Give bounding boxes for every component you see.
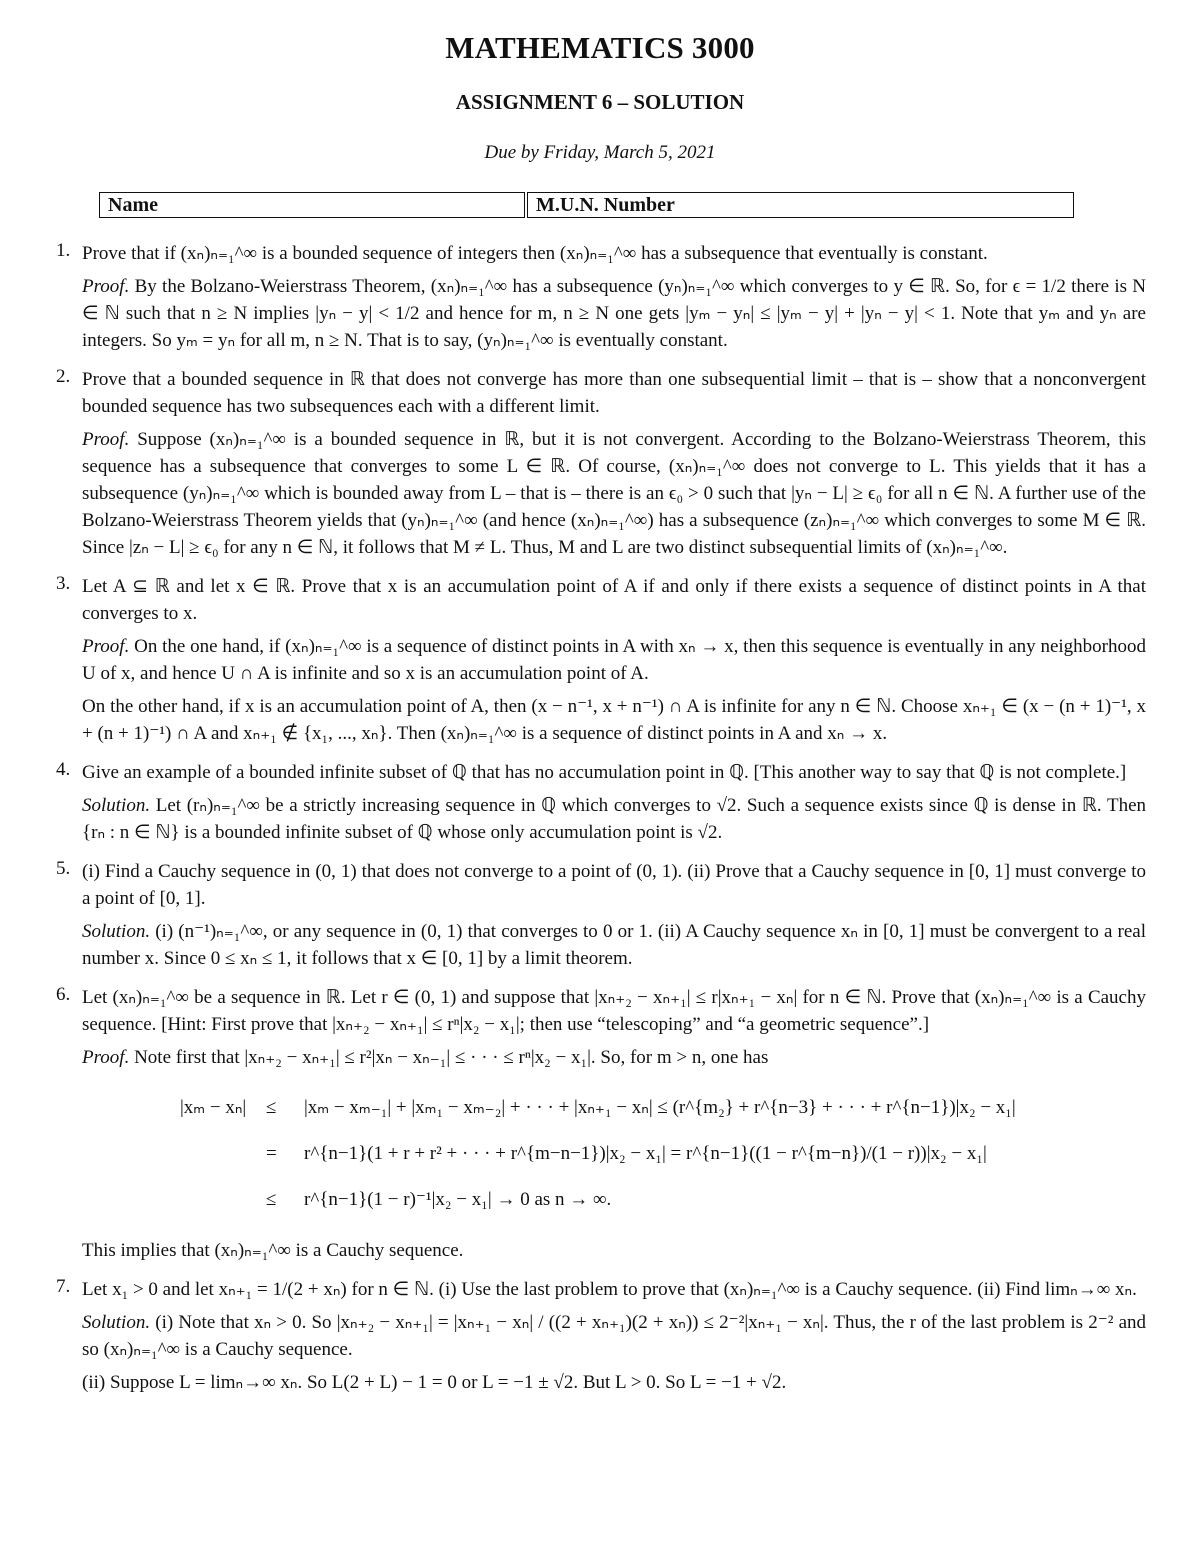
answer-text: By the Bolzano-Weierstrass Theorem, (xₙ)ₙ₌₁^∞ has a subsequence (yₙ)ₙ₌₁^∞ which converges to y ∈ ℝ. So, for ϵ = 1/2 there is N ∈ ℕ such that n ≥ N implies |yₙ − y| < 1/2 and hence for m, n ≥ N one gets |yₘ − yₙ| ≤ |yₘ − y| + |yₙ − y| < 1. Note that yₘ and yₙ are integers. So yₘ = yₙ for all m, n ≥ N. That is to say, (yₙ)ₙ₌₁^∞ is eventually constant. — [82, 276, 1147, 351]
problem-question: Give an example of a bounded infinite subset of ℚ that has no accumulation point in ℚ. [This another way to say that ℚ is not complete.] — [82, 762, 1127, 783]
problem-answer — [82, 273, 1146, 354]
mun-number-label: M.U.N. Number — [536, 194, 675, 216]
problem-question: Let x₁ > 0 and let xₙ₊₁ = 1/(2 + xₙ) for n ∈ ℕ. (i) Use the last problem to prove that (xₙ)ₙ₌₁^∞ is a Cauchy sequence. (ii) Find limₙ→∞ xₙ. — [82, 1279, 1137, 1300]
problem-answer-continued: On the other hand, if x is an accumulation point of A, then (x − n⁻¹, x + n⁻¹) ∩ A is infinite for any n ∈ ℕ. Choose xₙ₊₁ ∈ (x − (n + 1)⁻¹, x + (n + 1)⁻¹) ∩ A and xₙ₊₁ ∉ {x₁, ..., xₙ}. Then (xₙ)ₙ₌₁^∞ is a sequence of distinct points in A and xₙ → x. — [82, 696, 1146, 744]
name-label: Name — [108, 194, 158, 216]
equation-row — [180, 1131, 1146, 1177]
answer-label: Solution. — [82, 921, 151, 942]
answer-label: Proof. — [82, 1047, 130, 1068]
problem-conclusion: This implies that (xₙ)ₙ₌₁^∞ is a Cauchy sequence. — [82, 1240, 464, 1261]
problem-number: 3. — [56, 573, 71, 594]
problem-answer — [82, 792, 1146, 846]
problem-number: 1. — [56, 240, 71, 261]
problem-number: 4. — [56, 759, 71, 780]
equation-row — [180, 1085, 1146, 1131]
problem-question: Let A ⊆ ℝ and let x ∈ ℝ. Prove that x is an accumulation point of A if and only if there exists a sequence of distinct points in A that converges to x. — [82, 576, 1146, 624]
assignment-subtitle: ASSIGNMENT 6 – SOLUTION — [455, 90, 745, 114]
answer-text: Suppose (xₙ)ₙ₌₁^∞ is a bounded sequence in ℝ, but it is not convergent. According to the Bolzano-Weierstrass Theorem, this sequence has a subsequence that converges to some L ∈ ℝ. Of course, (xₙ)ₙ₌₁^∞ does not converge to L. This yields that it has a subsequence (yₙ)ₙ₌₁^∞ which is bounded away from L – that is – there is an ϵ₀ > 0 such that |yₙ − L| ≥ ϵ₀ for all n ∈ ℕ. A further use of the Bolzano-Weierstrass Theorem yields that (yₙ)ₙ₌₁^∞ (and hence (xₙ)ₙ₌₁^∞) has a subsequence (zₙ)ₙ₌₁^∞ which converges to some M ∈ ℝ. Since |zₙ − L| ≥ ϵ₀ for any n ∈ ℕ, it follows that M ≠ L. Thus, M and L are two distinct subsequential limits of (xₙ)ₙ₌₁^∞. — [82, 429, 1146, 558]
problem-3 — [56, 573, 1146, 747]
problem-question: (i) Find a Cauchy sequence in (0, 1) that does not converge to a point of (0, 1). (ii) Prove that a Cauchy sequence in [0, 1] must converge to a point of [0, 1]. — [82, 861, 1146, 909]
answer-text: Note first that |xₙ₊₂ − xₙ₊₁| ≤ r²|xₙ − xₙ₋₁| ≤ · · · ≤ rⁿ|x₂ − x₁|. So, for m > n, one has — [134, 1047, 769, 1068]
equation-rhs: r^{n−1}(1 + r + r² + · · · + r^{m−n−1})|x₂ − x₁| = r^{n−1}((1 − r^{m−n})/(1 − r))|x₂ − x₁| — [304, 1143, 987, 1164]
problem-6 — [56, 984, 1146, 1264]
problem-answer — [82, 1044, 1146, 1071]
equation-relation: = — [266, 1143, 277, 1164]
equation-row — [180, 1177, 1146, 1223]
display-equation — [82, 1085, 1146, 1223]
problem-question: Prove that a bounded sequence in ℝ that does not converge has more than one subsequential limit – that is – show that a nonconvergent bounded sequence has two subsequences each with a different limit. — [82, 369, 1146, 417]
problem-5 — [56, 858, 1146, 972]
answer-text: (i) (n⁻¹)ₙ₌₁^∞, or any sequence in (0, 1) that converges to 0 or 1. (ii) A Cauchy sequence xₙ in [0, 1] must be convergent to a real number x. Since 0 ≤ xₙ ≤ 1, it follows that x ∈ [0, 1] by a limit theorem. — [82, 921, 1147, 969]
problem-answer — [82, 426, 1146, 561]
problem-number: 5. — [56, 858, 71, 879]
answer-label: Solution. — [82, 1312, 151, 1333]
problem-answer-continued: (ii) Suppose L = limₙ→∞ xₙ. So L(2 + L) − 1 = 0 or L = −1 ± √2. But L > 0. So L = −1 + √2. — [82, 1372, 787, 1393]
problem-7 — [56, 1276, 1146, 1396]
problem-answer — [82, 918, 1146, 972]
equation-lhs: |xₘ − xₙ| — [180, 1097, 247, 1118]
answer-text: (i) Note that xₙ > 0. So |xₙ₊₂ − xₙ₊₁| = |xₙ₊₁ − xₙ| / ((2 + xₙ₊₁)(2 + xₙ)) ≤ 2⁻²|xₙ₊₁ − xₙ|. Thus, the r of the last problem is 2⁻² and so (xₙ)ₙ₌₁^∞ is a Cauchy sequence. — [82, 1312, 1146, 1360]
name-field — [99, 192, 525, 218]
equation-rhs: |xₘ − xₘ₋₁| + |xₘ₁ − xₘ₋₂| + · · · + |xₙ₊₁ − xₙ| ≤ (r^{m₂} + r^{n−3} + · · · + r^{n−1})|x₂ − x₁| — [304, 1097, 1016, 1118]
answer-label: Proof. — [82, 636, 130, 657]
mun-number-field — [527, 192, 1074, 218]
answer-label: Proof. — [82, 276, 130, 297]
problem-list — [56, 240, 1146, 1408]
problem-answer — [82, 633, 1146, 687]
page-title: MATHEMATICS 3000 — [445, 30, 755, 65]
problem-number: 2. — [56, 366, 71, 387]
problem-4 — [56, 759, 1146, 846]
problem-question: Let (xₙ)ₙ₌₁^∞ be a sequence in ℝ. Let r ∈ (0, 1) and suppose that |xₙ₊₂ − xₙ₊₁| ≤ r|xₙ₊₁ − xₙ| for n ∈ ℕ. Prove that (xₙ)ₙ₌₁^∞ is a Cauchy sequence. [Hint: First prove that |xₙ₊₂ − xₙ₊₁| ≤ rⁿ|x₂ − x₁|; then use “telescoping” and “a geometric sequence”.] — [82, 987, 1146, 1035]
problem-2 — [56, 366, 1146, 561]
problem-number: 7. — [56, 1276, 71, 1297]
answer-text: On the one hand, if (xₙ)ₙ₌₁^∞ is a sequence of distinct points in A with xₙ → x, then this sequence is eventually in any neighborhood U of x, and hence U ∩ A is infinite and so x is an accumulation point of A. — [82, 636, 1146, 684]
problem-answer — [82, 1309, 1146, 1363]
due-date: Due by Friday, March 5, 2021 — [484, 142, 716, 163]
problem-question: Prove that if (xₙ)ₙ₌₁^∞ is a bounded sequence of integers then (xₙ)ₙ₌₁^∞ has a subsequence that eventually is constant. — [82, 243, 988, 264]
problem-1 — [56, 240, 1146, 354]
equation-rhs: r^{n−1}(1 − r)⁻¹|x₂ − x₁| → 0 as n → ∞. — [304, 1189, 612, 1210]
problem-number: 6. — [56, 984, 71, 1005]
equation-relation: ≤ — [266, 1097, 277, 1118]
answer-label: Solution. — [82, 795, 151, 816]
answer-text: Let (rₙ)ₙ₌₁^∞ be a strictly increasing sequence in ℚ which converges to √2. Such a sequence exists since ℚ is dense in ℝ. Then {rₙ : n ∈ ℕ} is a bounded infinite subset of ℚ whose only accumulation point is √2. — [82, 795, 1147, 843]
equation-relation: ≤ — [266, 1189, 277, 1210]
answer-label: Proof. — [82, 429, 130, 450]
